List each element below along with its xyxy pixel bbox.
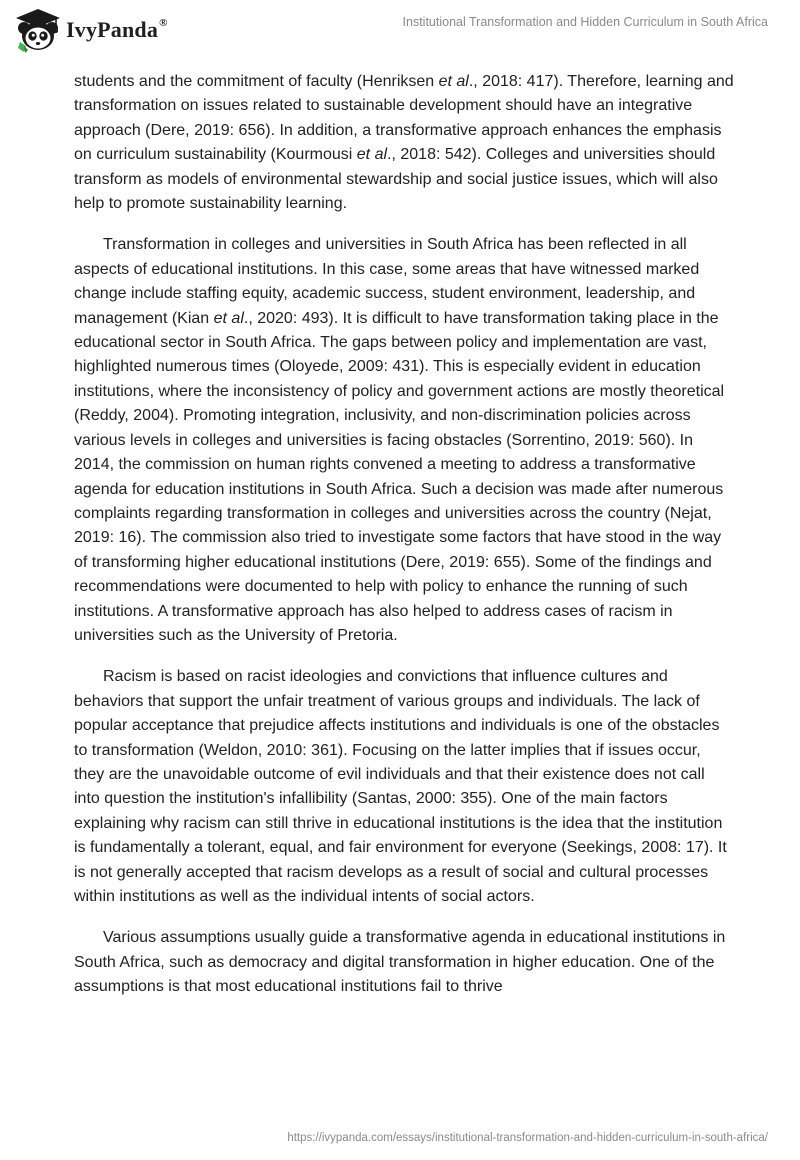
panda-graduation-cap-icon <box>14 6 62 54</box>
italic-citation-text: et al <box>356 146 388 164</box>
page-header <box>0 0 800 70</box>
paragraph-text: Various assumptions usually guide a transformative agenda in educational institutions in South Africa, such as democracy and digital transformation in higher education. One of the assumptions is that most educational institutions fail to thrive <box>74 929 726 996</box>
ivypanda-logo[interactable] <box>14 6 168 54</box>
paragraph-3 <box>74 665 734 909</box>
italic-citation-text: et al <box>213 309 244 327</box>
source-url[interactable]: https://ivypanda.com/essays/institutional-transformation-and-hidden-curriculum-in-south-africa/ <box>287 1132 768 1144</box>
document-title: Institutional Transformation and Hidden Curriculum in South Africa <box>402 15 768 29</box>
paragraph-text: ., 2020: 493). It is difficult to have transformation taking place in the educational sector in South Africa. The gaps between policy and implementation are vast, highlighted numerous times (Oloyede, 2009: 431). This is especially evident in education institutions, where the inconsistency of policy and government actions are mostly theoretical (Reddy, 2004). Promoting integration, inclusivity, and non-discrimination policies across various levels in colleges and universities is facing obstacles (Sorrentino, 2019: 560). In 2014, the commission on human rights convened a meeting to address a transformative agenda for education institutions in South Africa. Such a decision was made after numerous complaints regarding transformation in colleges and universities across the country (Nejat, 2019: 16). The commission also tried to investigate some factors that have stood in the way of transforming higher educational institutions (Dere, 2019: 655). Some of the findings and recommendations were documented to help with policy to enhance the running of such institutions. A transformative approach has also helped to address cases of racism in universities such as the University of Pretoria. <box>74 309 725 644</box>
logo-name: IvyPanda <box>66 17 159 42</box>
paragraph-2 <box>74 233 734 648</box>
logo-wordmark <box>66 17 168 43</box>
paragraph-4 <box>74 926 734 999</box>
registered-mark: ® <box>159 16 168 29</box>
paragraph-text: ., 2018: 542). Colleges and universities should transform as models of environmental stewardship and social justice issues, which will also help to promote sustainability learning. <box>74 146 718 213</box>
paragraph-text: Racism is based on racist ideologies and convictions that influence cultures and behaviors that support the unfair treatment of various groups and individuals. The lack of popular acceptance that prejudice affects institutions and individuals is one of the obstacles to transformation (Weldon, 2010: 361). Focusing on the latter implies that if issues occur, they are the unavoidable outcome of evil individuals and that their existence does not call into question the institution's infallibility (Santas, 2000: 355). One of the main factors explaining why racism can still thrive in educational institutions is the idea that the institution is fundamentally a tolerant, equal, and fair environment for everyone (Seekings, 2008: 17). It is not generally accepted that racism develops as a result of social and cultural processes within institutions as well as the individual intents of social actors. <box>74 668 727 905</box>
essay-body <box>74 70 734 1017</box>
paragraph-text: ., 2018: 417). Therefore, learning and transformation on issues related to sustainable development should have an integrative approach (Dere, 2019: 656). In addition, a transformative approach enhances the emphasis on curriculum sustainability (Kourmousi <box>74 73 734 164</box>
paragraph-text: students and the commitment of faculty (Henriksen <box>74 73 439 90</box>
italic-citation-text: et al <box>438 73 469 90</box>
paragraph-1 <box>74 70 734 216</box>
paragraph-text: Transformation in colleges and universities in South Africa has been reflected in all aspects of educational institutions. In this case, some areas that have witnessed marked change include staffing equity, academic success, student environment, leadership, and management (Kian <box>74 236 700 327</box>
